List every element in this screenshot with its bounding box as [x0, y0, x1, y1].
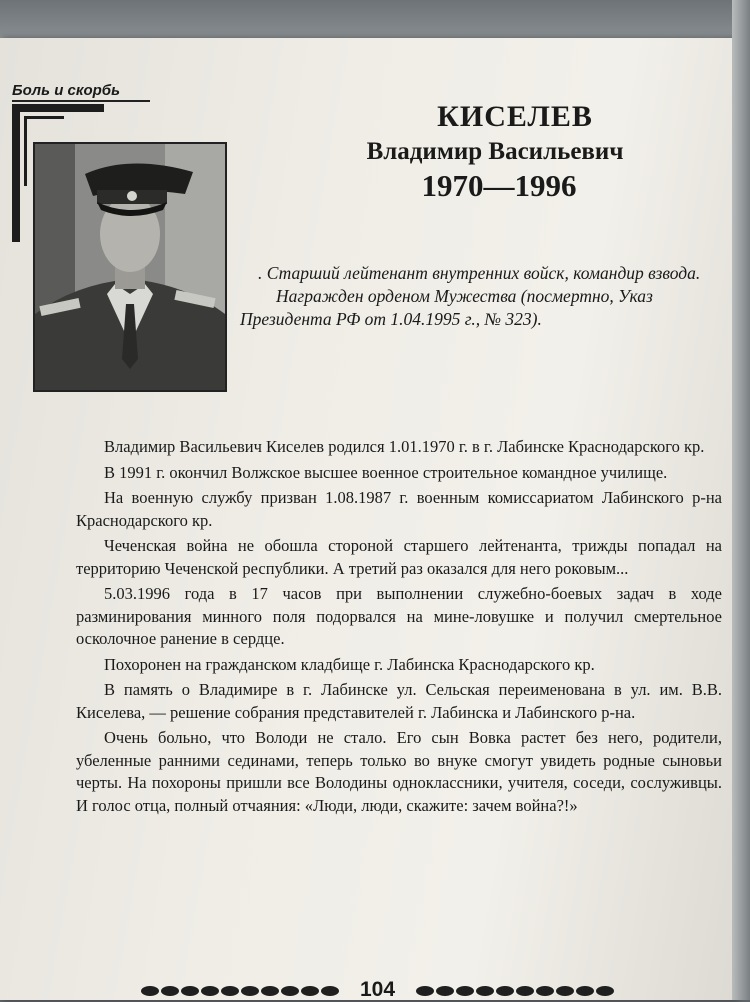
biography-text	[76, 436, 722, 817]
page-edge	[732, 0, 750, 1000]
award-paragraph: Награжден орденом Мужества (посмертно, Указ Президента РФ от 1.04.1995 г., № 323).	[240, 286, 653, 329]
paragraph-burial: Похоронен на гражданском кладбище г. Лабинска Краснодарского кр.	[104, 654, 595, 674]
portrait-photo	[33, 142, 227, 392]
corner-ornament-vertical	[12, 104, 20, 242]
background-strip	[0, 0, 750, 42]
paragraph-education: В 1991 г. окончил Волжское высшее военное строительное командное училище.	[104, 462, 668, 482]
page-footer	[140, 980, 620, 1000]
page-number: 104	[360, 978, 396, 1001]
corner-ornament	[12, 104, 104, 112]
given-names: Владимир Васильевич	[366, 138, 624, 165]
surname: КИСЕЛЕВ	[437, 100, 593, 133]
life-years: 1970—1996	[421, 168, 577, 203]
paragraph-conscription: На военную службу призван 1.08.1987 г. военным комиссариатом Лабинского р-на Краснодарского кр.	[76, 488, 722, 530]
paragraph-birth: Владимир Васильевич Киселев родился 1.01.1970 г. в г. Лабинске Краснодарского кр.	[104, 437, 705, 456]
name-header	[330, 100, 660, 204]
floral-ornament-left	[140, 984, 340, 998]
intro-block	[240, 262, 710, 331]
paragraph-family: Очень больно, что Володи не стало. Его сын Вовка растет без него, родители, убеленные ранними сединами, теперь только во внуке смогут увидеть родные сыновьи черты. На похороны пришли все Володины одноклассники, учителя, соседи, сослуживцы. И голос отца, полный отчаяния: «Люди, люди, скажите: зачем война?!»	[76, 728, 722, 815]
corner-ornament-inner	[24, 116, 64, 119]
portrait-illustration	[35, 144, 225, 390]
rank-paragraph: . Старший лейтенант внутренних войск, командир взвода.	[258, 263, 701, 283]
corner-ornament-inner-vertical	[24, 116, 27, 186]
floral-ornament-right	[415, 984, 615, 998]
paragraph-memorial-street: В память о Владимире в г. Лабинске ул. Сельская переименована в ул. им. В.В. Киселева, — решение собрания представителей г. Лабинска и Лабинского р-на.	[76, 680, 722, 722]
section-label: Боль и скорбь	[12, 82, 150, 102]
paragraph-death: 5.03.1996 года в 17 часов при выполнении служебно-боевых задач в ходе разминирования минного поля подорвался на мине-ловушке и получил смертельное осколочное ранение в сердце.	[76, 584, 722, 648]
paragraph-chechen-war: Чеченская война не обошла стороной старшего лейтенанта, трижды попадал на территорию Чеченской республики. А третий раз оказался для него роковым...	[76, 536, 722, 578]
